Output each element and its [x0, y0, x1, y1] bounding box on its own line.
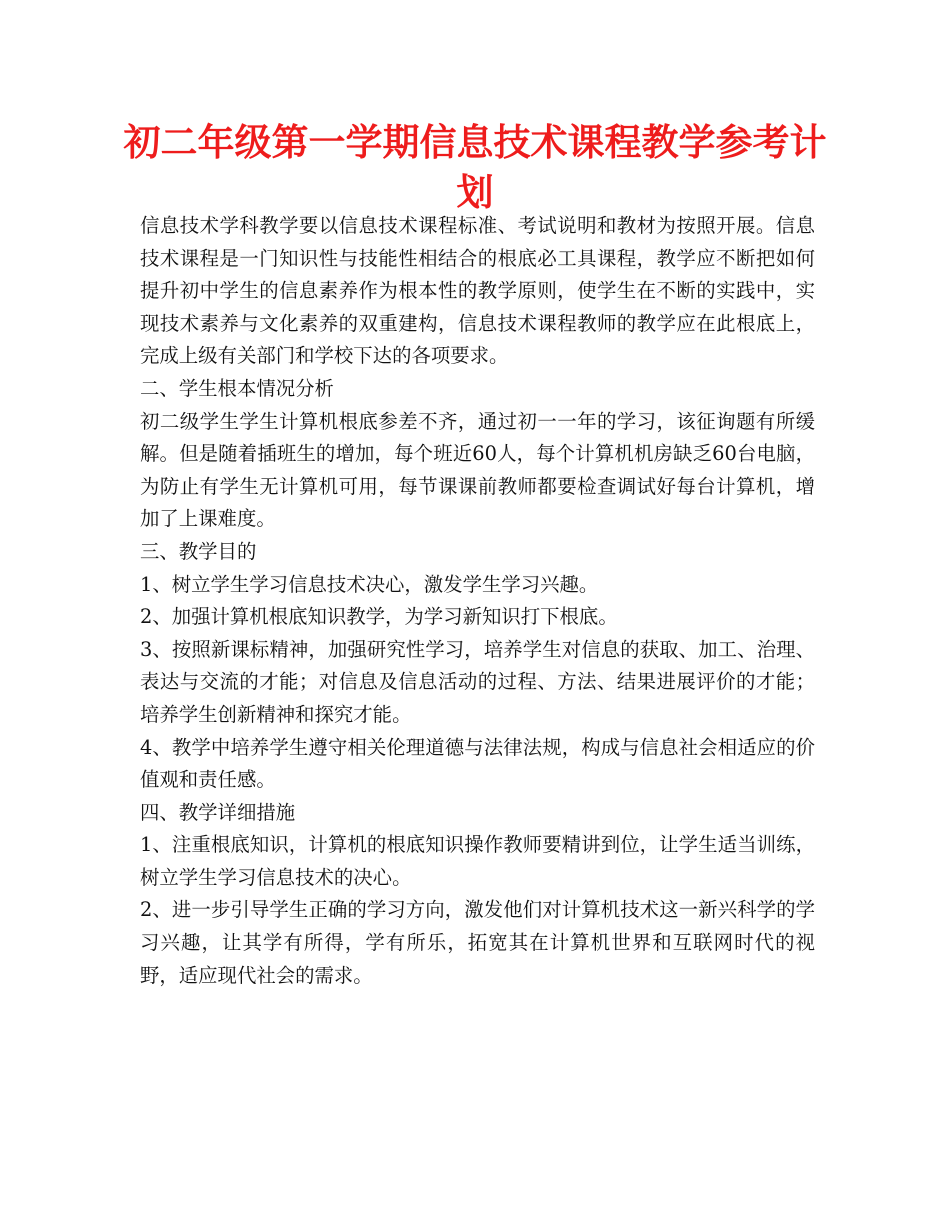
section-heading-measures: 四、教学详细措施 [140, 800, 296, 824]
goal-item-1: 1、树立学生学习信息技术决心，激发学生学习兴趣。 [140, 572, 599, 596]
paragraph-student-analysis: 初二级学生学生计算机根底参差不齐，通过初一一年的学习，该征询题有所缓解。但是随着插班生的增加，每个班近60人，每个计算机机房缺乏60台电脑，为防止有学生无计算机可用，每节课课前教师都要检查调试好每台计算机，增加了上课难度。 [140, 409, 815, 531]
document-title: 初二年级第一学期信息技术课程教学参考计划 [123, 121, 827, 214]
measure-item-1: 1、注重根底知识，计算机的根底知识操作教师要精讲到位，让学生适当训练，树立学生学习信息技术的决心。 [140, 833, 815, 889]
section-heading-teaching-goals: 三、教学目的 [140, 539, 257, 563]
section-heading-student-analysis: 二、学生根本情况分析 [140, 376, 334, 400]
document-body [140, 210, 815, 992]
goal-item-4: 4、教学中培养学生遵守相关伦理道德与法律法规，构成与信息社会相适应的价值观和责任感。 [140, 735, 815, 792]
measure-item-2: 2、进一步引导学生正确的学习方向，激发他们对计算机技术这一新兴科学的学习兴趣，让其学有所得，学有所乐，拓宽其在计算机世界和互联网时代的视野，适应现代社会的需求。 [140, 898, 815, 987]
paragraph-intro: 信息技术学科教学要以信息技术课程标准、考试说明和教材为按照开展。信息技术课程是一门知识性与技能性相结合的根底必工具课程，教学应不断把如何提升初中学生的信息素养作为根本性的教学原则，使学生在不断的实践中，实现技术素养与文化素养的双重建构，信息技术课程教师的教学应在此根底上，完成上级有关部门和学校下达的各项要求。 [140, 214, 815, 368]
goal-item-2: 2、加强计算机根底知识教学，为学习新知识打下根底。 [140, 605, 618, 629]
goal-item-3: 3、按照新课标精神，加强研究性学习，培养学生对信息的获取、加工、治理、表达与交流的才能；对信息及信息活动的过程、方法、结果进展评价的才能；培养学生创新精神和探究才能。 [140, 637, 815, 726]
